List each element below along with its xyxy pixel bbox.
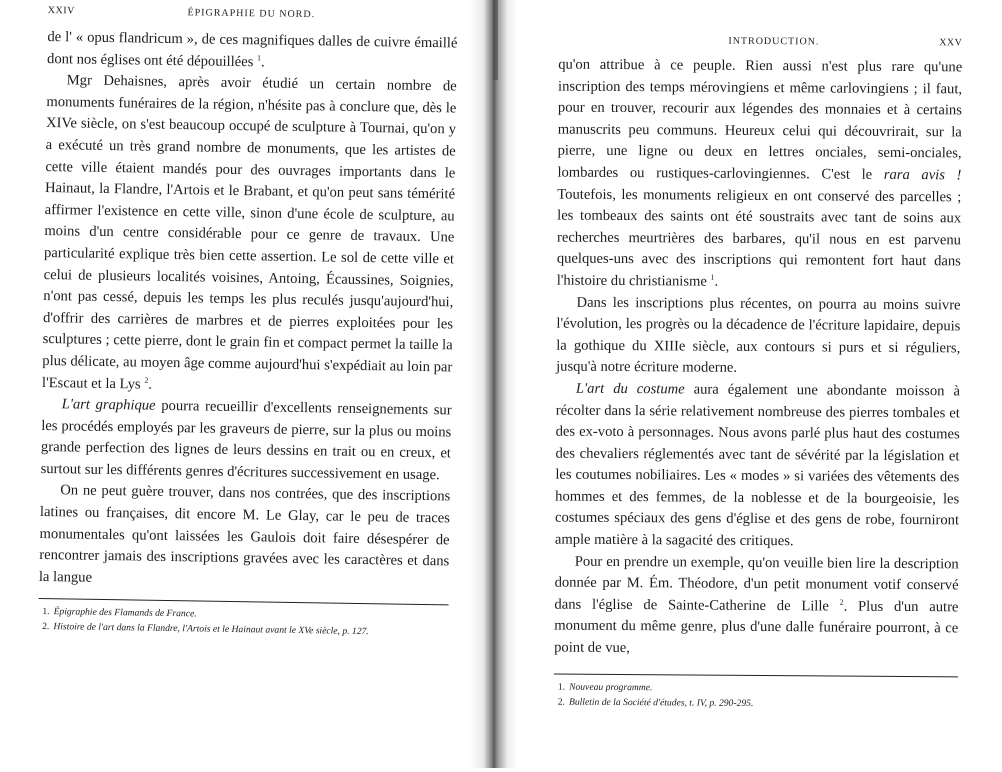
book-gutter [470, 0, 518, 768]
left-folio: XXIV [47, 5, 75, 17]
left-paragraph: Mgr Dehaisnes, après avoir étudié un certain nombre de monuments funéraires de la région, n'hésite pas à conclure que, dès le XIVe siècle, on s'est beaucoup occupé de sculpture à Tournai, qu'on y a exécuté un très grand nombre de monuments, que les artistes de cette ville étaient mandés pour des ouvrages importants dans le Hainaut, la Flandre, l'Artois et le Brabant, et qu'on peut sans témérité affirmer l'existence en cette ville, sinon d'une école de sculpture, au moins d'un centre considérable pour ce genre de travaux. Une particularité explique très bien cette assertion. Le sol de cette ville et celui de plusieurs localités voisines, Antoing, Écaussines, Soignies, n'ont pas cessé, depuis les temps les plus reculés jusqu'aujourd'hui, d'offrir des carrières de marbres et de pierres exploitées pour les sculptures ; cette pierre, dont le grain fin et compact permet la taille la plus délicate, au moyen âge comme aujourd'hui s'expédiait au loin par l'Escaut et la Lys $^2$. [41, 72, 457, 393]
left-paragraph: de l' « opus flandricum », de ces magnifiques dalles de cuivre émaillé dont nos églises ont été dépouillées $^1$. [46, 29, 458, 71]
footnote-ref: 2 [144, 375, 149, 385]
right-folio: XXV [939, 37, 963, 49]
right-page [517, 0, 1002, 770]
left-paragraph: L'art graphique pourra recueillir d'excellents renseignements sur les procédés employés par les graveurs de pierre, sur la plus ou moins grande perfection des lignes de leurs dessins en trait ou en creux, et surtout sur les différents genres d'écritures successivement en usage. [40, 396, 452, 484]
right-running-title: INTRODUCTION. [728, 35, 820, 48]
footnote: 1. Nouveau programme. [557, 681, 653, 693]
footnote-rule [554, 673, 958, 677]
italic-lead: L'art du costume [575, 380, 685, 398]
footnote: 2. Bulletin de la Société d'études, t. IV, p. 290-295. [557, 696, 754, 709]
footnote-ref: 2 [839, 597, 844, 607]
left-running-title: ÉPIGRAPHIE DU NORD. [187, 7, 316, 21]
right-footnotes [554, 680, 958, 712]
footnote-rule [39, 598, 449, 605]
right-paragraph: L'art du costume aura également une abondante moisson à récolter dans la série relativement nombreuse des pierres tombales et des ex-voto à personnages. Nous avons parlé plus haut des costumes des chevaliers réglementés avec tant de sévérité par la législation et les coutumes nobiliaires. Les « modes » si variées des vêtements des hommes et des femmes, de la noblesse et de la bourgeoisie, les costumes spéciaux des gens d'église et des gens de robe, fourniront ample matière à la sagacité des critiques. [554, 380, 961, 550]
left-footnotes [38, 605, 448, 640]
right-running-head [558, 35, 962, 58]
footnote-ref: 1 [257, 53, 262, 63]
footnote: 1. Épigraphie des Flamands de France. [42, 606, 197, 620]
right-body-text [554, 55, 962, 662]
footnote-ref: 1 [710, 272, 715, 282]
footnote: 2. Histoire de l'art dans la Flandre, l'Artois et le Hainaut avant le XVe siècle, p. 127. [42, 621, 369, 638]
left-page [0, 0, 476, 772]
gutter-shadow [493, 0, 498, 80]
right-paragraph: qu'on attribue à ce peuple. Rien aussi n'est plus rare qu'une inscription des temps mérovingiens et même carlovingiens ; il faut, pour en trouver, recourir aux légendes des monnaies et à certains manuscrits peu communs. Heureux celui qui découvrirait, sur la pierre, une ligne ou deux en lettres onciales, semi-onciales, lombardes ou rustiques-carlovingiennes. C'est le rara avis ! Toutefois, les monuments religieux en ont conservé des parcelles ; les tombeaux des saints ont été soustraits avec tant de soins aux recherches meurtrières des barbares, qu'il nous en est parvenu quelques-uns avec des inscriptions qui remontent fort haut dans l'histoire du christianisme $^1$. [556, 56, 963, 290]
right-paragraph: Pour en prendre un exemple, qu'on veuille bien lire la description donnée par M. Ém. Théodore, d'un petit monument votif conservé dans l'église de Sainte-Catherine de Lille $^2$. Plus d'un autre monument du même genre, plus d'une dalle funéraire pourront, à ce point de vue, [554, 553, 959, 657]
italic-lead: L'art graphique [61, 396, 156, 414]
left-body-text [39, 27, 458, 595]
left-paragraph: On ne peut guère trouver, dans nos contrées, que des inscriptions latines ou françaises, dit encore M. Le Glay, car le peu de traces monumentales qu'ont laissées les Gaulois doit faire désespérer de rencontrer jamais des inscriptions gravées avec les caractères et dans la langue [38, 482, 451, 586]
right-paragraph: Dans les inscriptions plus récentes, on pourra au moins suivre l'évolution, les progrès ou la décadence de l'écriture lapidaire, depuis la gothique du XIIIe siècle, aux contours si purs et si réguliers, jusqu'à notre écriture moderne. [556, 294, 961, 377]
